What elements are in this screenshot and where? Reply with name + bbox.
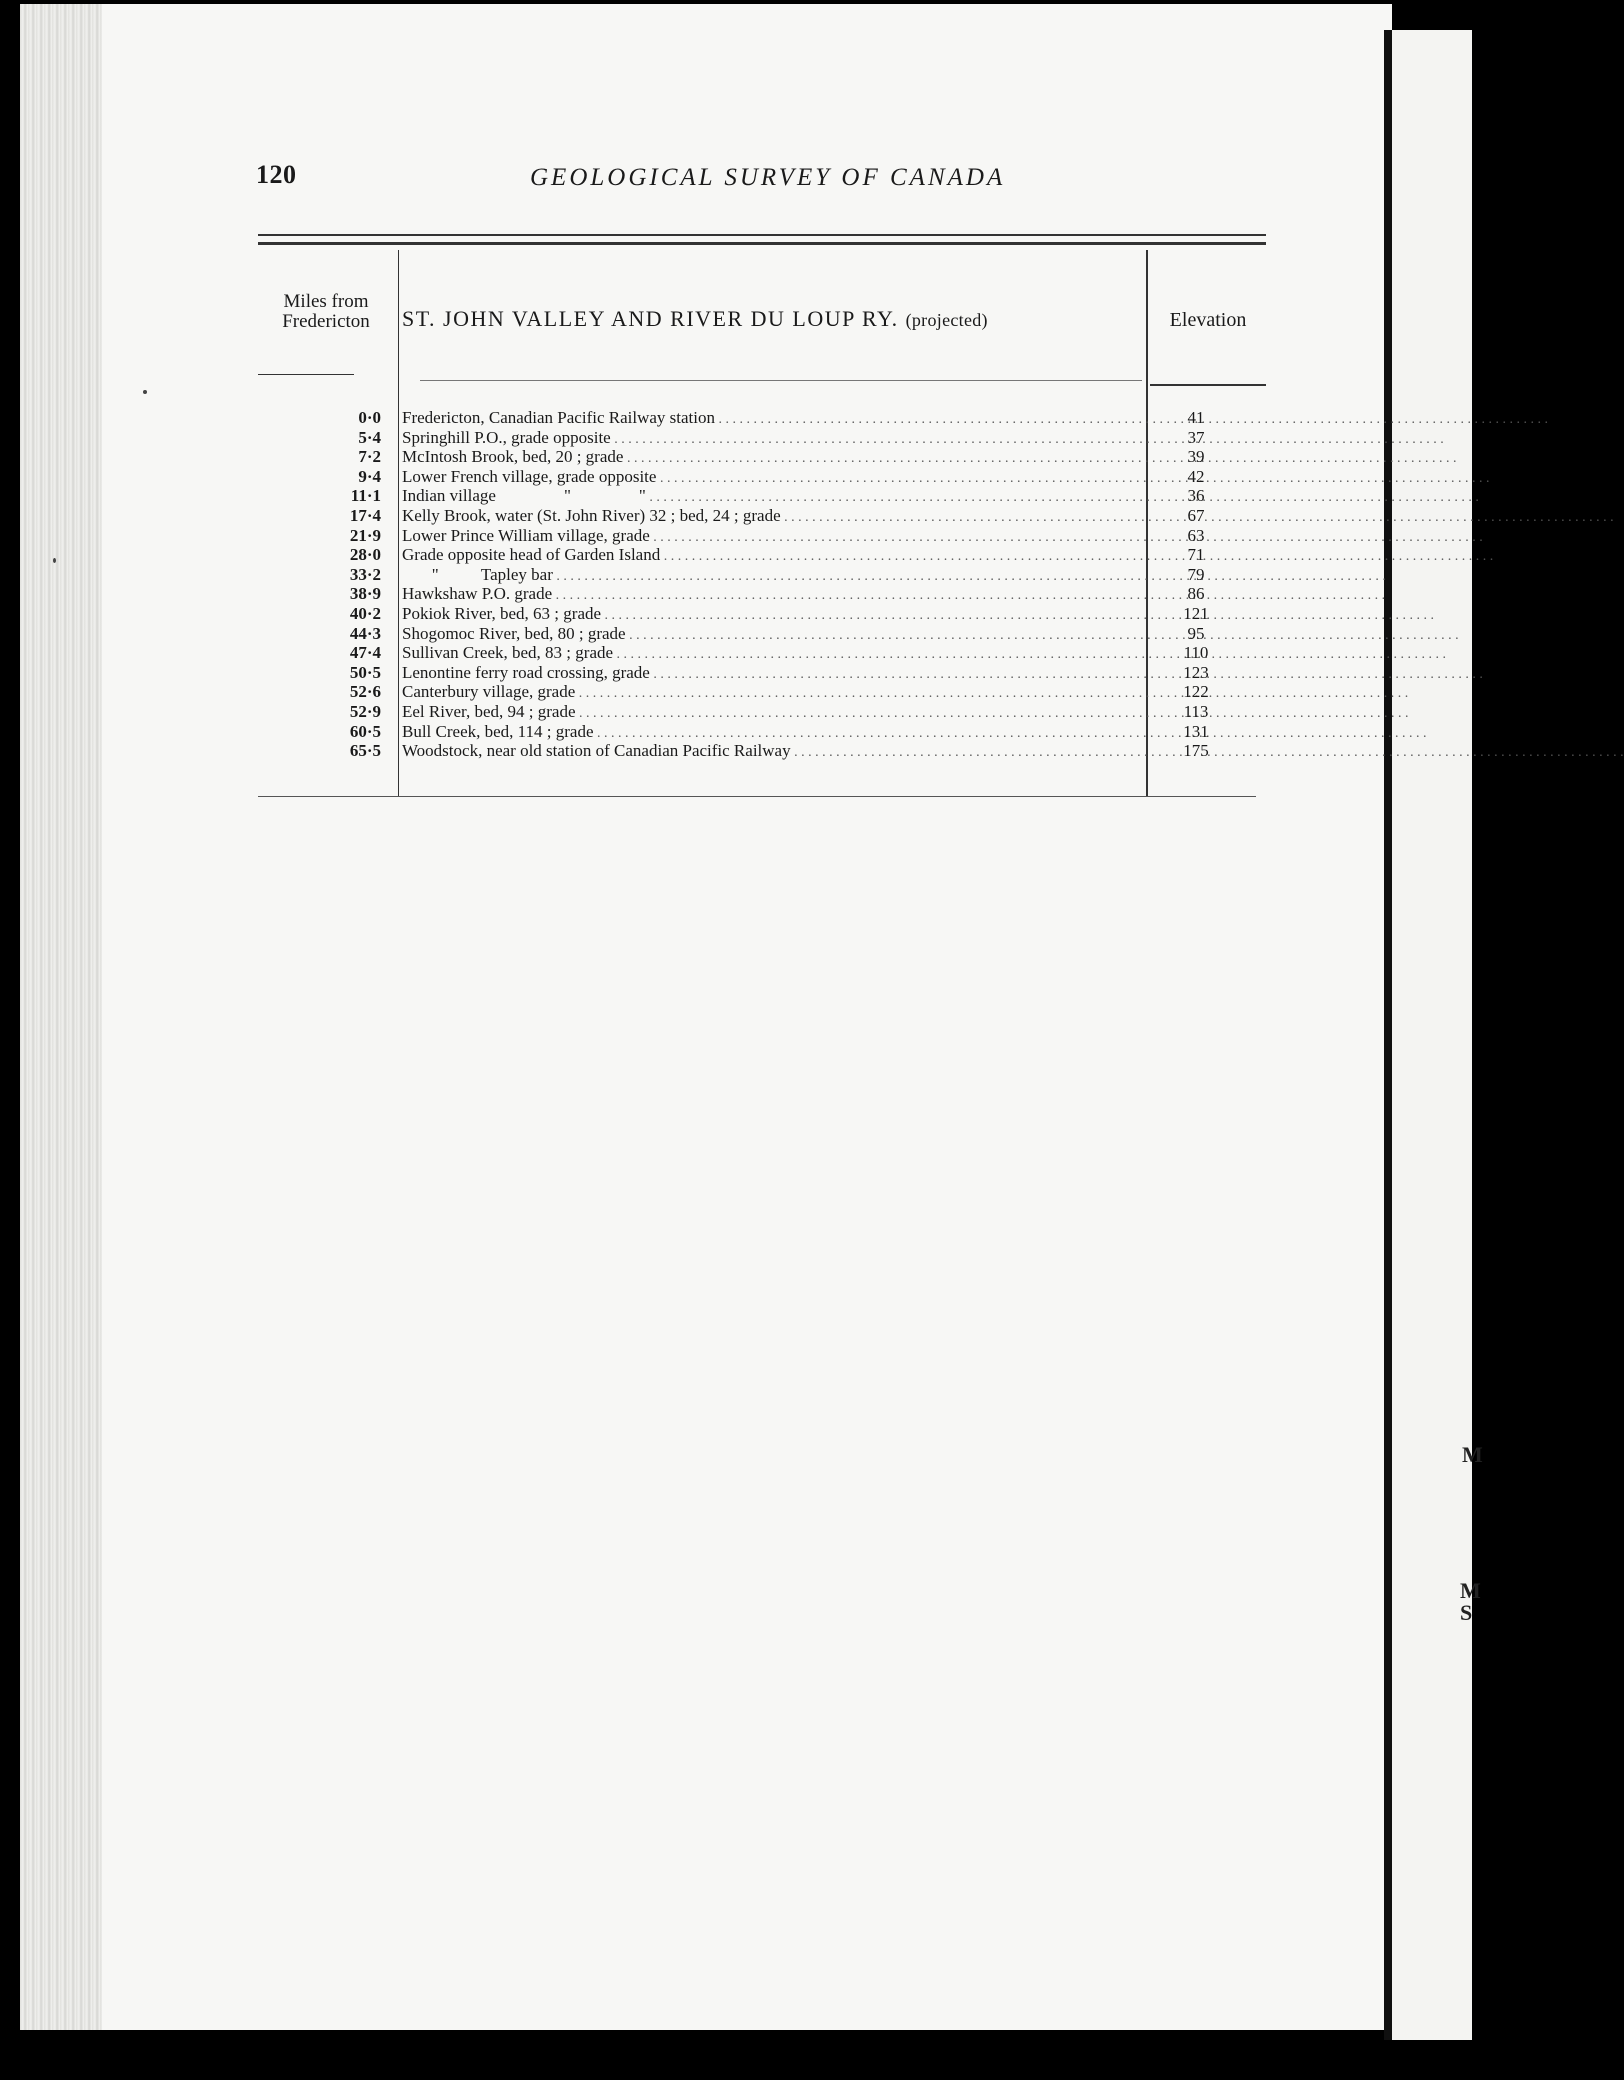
running-title: GEOLOGICAL SURVEY OF CANADA	[530, 164, 1006, 191]
elevation-value: 67	[1187, 505, 1205, 525]
elevation-value: 36	[1187, 486, 1205, 506]
miles-column-header: Miles from Fredericton	[282, 291, 370, 332]
location-text: Indian village " "	[402, 486, 646, 506]
location-text: Fredericton, Canadian Pacific Railway station	[402, 408, 715, 427]
miles-value: 44·3	[349, 623, 381, 643]
table-bottom-rule	[258, 796, 1256, 797]
stacked-page-edges	[20, 4, 102, 2030]
scan-speck	[143, 390, 147, 394]
facing-page-fragment: M	[1460, 1578, 1481, 1603]
elevation-value: 42	[1187, 466, 1205, 486]
elevation-value: 79	[1187, 564, 1205, 584]
scan-speck	[53, 558, 56, 563]
location-text: Bull Creek, bed, 114 ; grade	[402, 721, 594, 741]
location-text: Canterbury village, grade	[402, 682, 576, 702]
location-text: Kelly Brook, water (St. John River) 32 ; bed, 24 ; grade	[402, 505, 781, 525]
miles-value: 21·9	[349, 525, 381, 545]
miles-value: 38·9	[349, 584, 381, 604]
location-text: Sullivan Creek, bed, 83 ; grade	[402, 643, 614, 663]
miles-value: 50·5	[349, 662, 381, 682]
location-text: Springhill P.O., grade opposite	[402, 427, 611, 447]
header-underline	[1150, 384, 1266, 386]
elevation-value: 95	[1187, 623, 1205, 643]
elevation-value: 131	[1183, 721, 1209, 741]
miles-value: 7·2	[358, 447, 381, 467]
elevation-value: 63	[1187, 525, 1205, 545]
page-gutter	[1384, 30, 1392, 2040]
location-text: Lower French village, grade opposite	[402, 466, 657, 486]
facing-page	[1392, 30, 1472, 2040]
location-text: Lenontine ferry road crossing, grade	[402, 662, 650, 682]
miles-value: 52·9	[349, 701, 381, 721]
miles-value: 5·4	[358, 427, 381, 447]
elevation-value: 41	[1187, 408, 1205, 427]
location-text: Grade opposite head of Garden Island	[402, 545, 661, 565]
location-text: Woodstock, near old station of Canadian Pacific Railway	[402, 741, 791, 761]
location-text: Pokiok River, bed, 63 ; grade	[402, 603, 602, 623]
miles-value: 17·4	[349, 505, 381, 525]
miles-value: 0·0	[358, 408, 381, 427]
elevation-value: 37	[1187, 427, 1205, 447]
table-title	[402, 306, 1142, 332]
location-text: " Tapley bar	[402, 564, 553, 584]
elevation-value: 113	[1183, 701, 1209, 721]
miles-value: 52·6	[349, 682, 381, 702]
elevation-value: 121	[1183, 603, 1209, 623]
column-divider	[398, 250, 399, 796]
facing-page-fragment: S	[1460, 1600, 1473, 1625]
table-title-text: ST. JOHN VALLEY AND RIVER DU LOUP RY.	[402, 306, 899, 331]
elevation-value: 123	[1183, 662, 1209, 682]
table-top-rule	[258, 242, 1266, 245]
miles-value: 40·2	[349, 603, 381, 623]
elevation-value: 110	[1183, 643, 1209, 663]
elevation-value: 39	[1187, 447, 1205, 467]
location-text: McIntosh Brook, bed, 20 ; grade	[402, 447, 624, 467]
table-top-rule	[258, 234, 1266, 236]
miles-value: 47·4	[349, 643, 381, 663]
header-underline	[258, 374, 354, 375]
elevation-value: 71	[1187, 545, 1205, 565]
facing-page-fragment: M	[1462, 1442, 1483, 1467]
elevation-value: 175	[1183, 741, 1209, 761]
miles-value: 28·0	[349, 545, 381, 565]
header-underline	[420, 380, 1142, 381]
table-title-note: (projected)	[905, 310, 988, 330]
location-text: Lower Prince William village, grade	[402, 525, 650, 545]
location-text: Shogomoc River, bed, 80 ; grade	[402, 623, 626, 643]
elevation-value: 86	[1187, 584, 1205, 604]
miles-value: 60·5	[349, 721, 381, 741]
elevation-value: 122	[1183, 682, 1209, 702]
page-number: 120	[256, 160, 297, 189]
miles-value: 33·2	[349, 564, 381, 584]
miles-value: 65·5	[349, 741, 381, 761]
location-text: Hawkshaw P.O. grade	[402, 584, 553, 604]
miles-value: 11·1	[350, 486, 381, 506]
elevation-column-header: Elevation	[1169, 309, 1247, 331]
miles-value: 9·4	[358, 466, 381, 486]
location-text: Eel River, bed, 94 ; grade	[402, 701, 576, 721]
